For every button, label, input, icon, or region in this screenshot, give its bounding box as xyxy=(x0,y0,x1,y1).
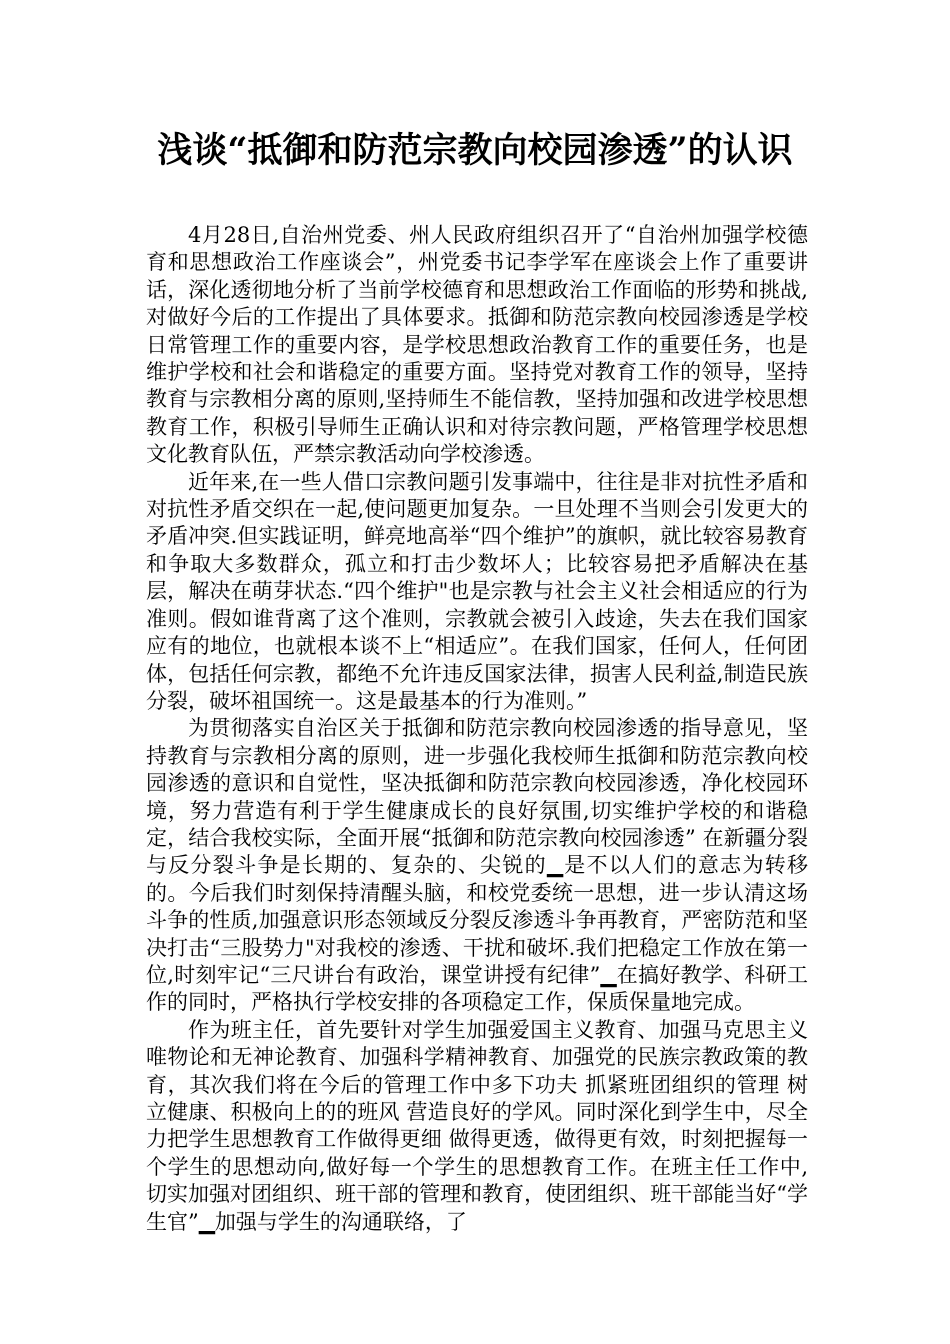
paragraph-2: 近年来,在一些人借口宗教问题引发事端中，往往是非对抗性矛盾和对抗性矛盾交织在一起,使问题更加复杂。一旦处理不当则会引发更大的矛盾冲突.但实践证明，鲜亮地高举“四个维护”的旗帜，就比较容易教育和争取大多数群众，孤立和打击少数坏人；比较容易把矛盾解决在基层，解决在萌芽状态.“四个维护"也是宗教与社会主义社会相适应的行为准则。假如谁背离了这个准则，宗教就会被引入歧途，失去在我们国家应有的地位，也就根本谈不上“相适应”。在我们国家，任何人，任何团体，包括任何宗教，都绝不允许违反国家法律，损害人民利益,制造民族分裂，破坏祖国统一。这是最基本的行为准则。” xyxy=(146,469,808,713)
paragraph-4: 作为班主任，首先要针对学生加强爱国主义教育、加强马克思主义唯物论和无神论教育、加强科学精神教育、加强党的民族宗教政策的教育，其次我们将在今后的管理工作中多下功夫 抓紧班团组织的管理 树立健康、积极向上的的班风 营造良好的学风。同时深化到学生中，尽全力把学生思想教育工作做得更细 做得更透，做得更有效，时刻把握每一个学生的思想动向,做好每一个学生的思想教育工作。在班主任工作中,切实加强对团组织、班干部的管理和教育，使团组织、班干部能当好“学生官”▁加强与学生的沟通联络，了 xyxy=(146,1017,808,1234)
document-body xyxy=(146,222,808,1236)
paragraph-3: 为贯彻落实自治区关于抵御和防范宗教向校园渗透的指导意见，坚持教育与宗教相分离的原则，进一步强化我校师生抵御和防范宗教向校园渗透的意识和自觉性，坚决抵御和防范宗教向校园渗透，净化校园环境，努力营造有利于学生健康成长的良好氛围,切实维护学校的和谐稳定，结合我校实际，全面开展“抵御和防范宗教向校园渗透” 在新疆分裂与反分裂斗争是长期的、复杂的、尖锐的▁是不以人们的意志为转移的。今后我们时刻保持清醒头脑，和校党委统一思想，进一步认清这场斗争的性质,加强意识形态领域反分裂反渗透斗争再教育，严密防范和坚决打击“三股势力"对我校的渗透、干扰和破坏.我们把稳定工作放在第一位,时刻牢记“三尺讲台有政治，课堂讲授有纪律”▁在搞好教学、科研工作的同时，严格执行学校安排的各项稳定工作，保质保量地完成。 xyxy=(146,716,808,1015)
document-title: 浅谈“抵御和防范宗教向校园渗透”的认识 xyxy=(157,130,793,171)
paragraph-1: 4月28日,自治州党委、州人民政府组织召开了“自治州加强学校德育和思想政治工作座谈会”，州党委书记李学军在座谈会上作了重要讲话，深化透彻地分析了当前学校德育和思想政治工作面临的形势和挑战,对做好今后的工作提出了具体要求。抵御和防范宗教向校园渗透是学校日常管理工作的重要内容，是学校思想政治教育工作的重要任务，也是维护学校和社会和谐稳定的重要方面。坚持党对教育工作的领导，坚持教育与宗教相分离的原则,坚持师生不能信教，坚持加强和改进学校思想教育工作，积极引导师生正确认识和对待宗教问题，严格管理学校思想文化教育队伍，严禁宗教活动向学校渗透。 xyxy=(146,223,808,467)
